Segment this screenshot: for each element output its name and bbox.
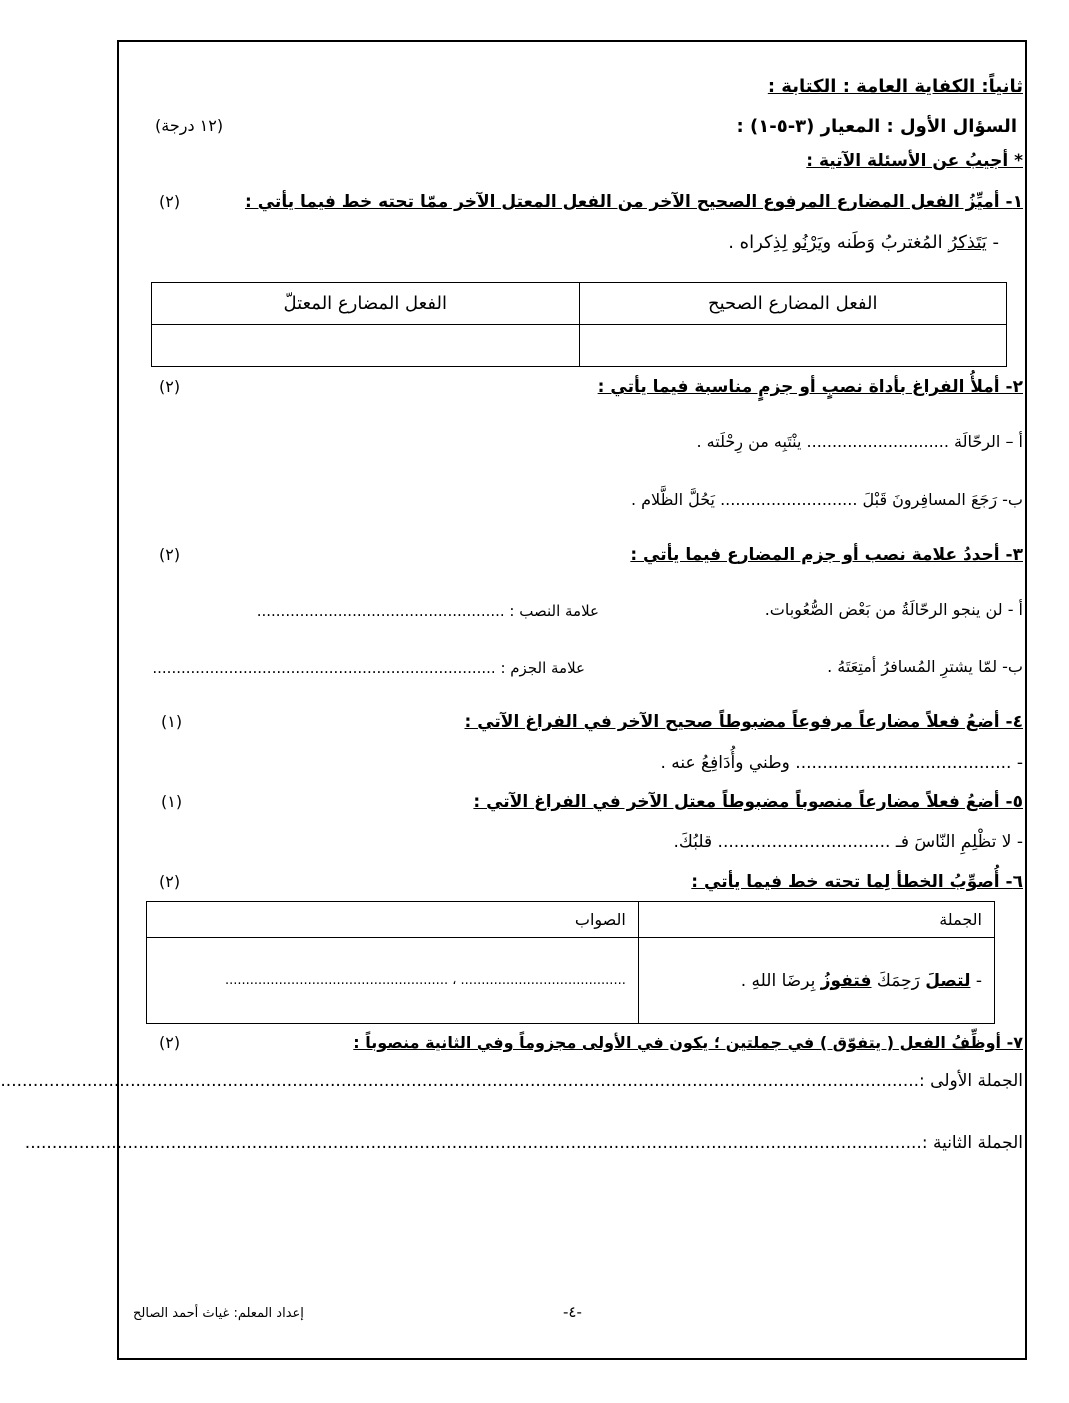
q6-sentence: - لتصلَ رَحِمَكَ فتفوزُ بِرضَا اللهِ . [638, 938, 994, 1024]
q1-header-weak: الفعل المضارع المعتلّ [152, 283, 580, 325]
q1-answer-table [151, 282, 1007, 367]
section-title: ثانياً: الكفاية العامة : الكتابة : [767, 76, 1023, 97]
q2-marks: (٢) [159, 377, 181, 396]
q4-marks: (١) [161, 712, 183, 731]
q4-sentence: - ........................................ وطني وأُدَافِعُ عنه . [660, 753, 1023, 773]
q6-title: ٦- أُصوِّبُ الخطأ لِما تحته خط فيما يأتي : [691, 872, 1023, 892]
q3-title: ٣- أحددُ علامة نصب أو جزم المضارع فيما يأتي : [630, 545, 1023, 565]
q2-item-b: ب- رَجَعَ المسافِرونَ قَبْلَ ........................... يَحُلَّ الظَّلام . [630, 490, 1023, 509]
q6-marks: (٢) [159, 872, 181, 891]
author-credit: إعداد المعلم: غياث أحمد الصالح [133, 1306, 304, 1321]
q3-a-answer-label: علامة النصب : .................................................... [256, 602, 599, 620]
q2-item-a: أ – الرحّالَة ............................ ينْتَبِه من رِحْلَته . [696, 432, 1023, 451]
q6-answer-cell[interactable]: ........................................ ، ...................................................... [147, 938, 639, 1024]
page-number: -٤- [563, 1303, 582, 1321]
q3-item-a: أ - لن ينجو الرحّالَةُ من بَعْض الصُّعُوبات. [764, 600, 1023, 619]
q1-header-correct: الفعل المضارع الصحيح [579, 283, 1007, 325]
q6-col-correction: الصواب [147, 902, 639, 938]
q1-marks: (٢) [159, 192, 181, 211]
q3-marks: (٢) [159, 545, 181, 564]
q7-first-sentence-line[interactable]: الجملة الأولى :.......................................................................................................................................................................... [0, 1071, 1023, 1091]
q3-b-answer-label: علامة الجزم : ........................................................................ [152, 659, 585, 677]
instruction: * أجيبُ عن الأسئلة الآتية : [806, 151, 1023, 171]
q7-second-sentence-line[interactable]: الجملة الثانية :...................................................................................................................................................................... [24, 1133, 1023, 1153]
q1-sentence: - يَتَذكرُ المُغتربُ وَطَنه ويَرْنُو لِذِكراه . [728, 232, 999, 253]
q6-col-sentence: الجملة [638, 902, 994, 938]
q1-answer-correct-cell[interactable] [579, 325, 1007, 367]
q3-item-b: ب- لمّا يشترِ المُسافرُ أمتِعَتَهُ . [827, 657, 1023, 676]
q4-title: ٤- أضعُ فعلاً مضارعاً مرفوعاً مضبوطاً صحيح الآخر في الفراغ الآتي : [464, 712, 1023, 732]
q1-title: ١- أميِّزُ الفعل المضارع المرفوع الصحيح الآخر من الفعل المعتل الآخر ممّا تحته خط فيما يأتي : [245, 192, 1023, 212]
question-title: السؤال الأول : المعيار (٣-٥-١) : [736, 116, 1017, 137]
q7-marks: (٢) [159, 1033, 181, 1052]
q6-table [146, 901, 995, 1024]
total-marks: (١٢ درجة) [155, 116, 224, 135]
q1-answer-weak-cell[interactable] [152, 325, 580, 367]
q5-marks: (١) [161, 792, 183, 811]
q7-title: ٧- أوظِّفُ الفعل ( يتفوّق ) في جملتين ؛ يكون في الأولى مجزوماً وفي الثانية منصوباً : [353, 1033, 1023, 1052]
q5-sentence: - لا تظْلِمِ النّاسَ فـ ................................ قلبُكَ. [673, 832, 1023, 852]
q5-title: ٥- أضعُ فعلاً مضارعاً منصوباً مضبوطاً معتل الآخر في الفراغ الآتي : [473, 792, 1023, 812]
q2-title: ٢- أملأُ الفراغ بأداة نصبٍ أو جزمٍ مناسبة فيما يأتي : [597, 377, 1023, 397]
